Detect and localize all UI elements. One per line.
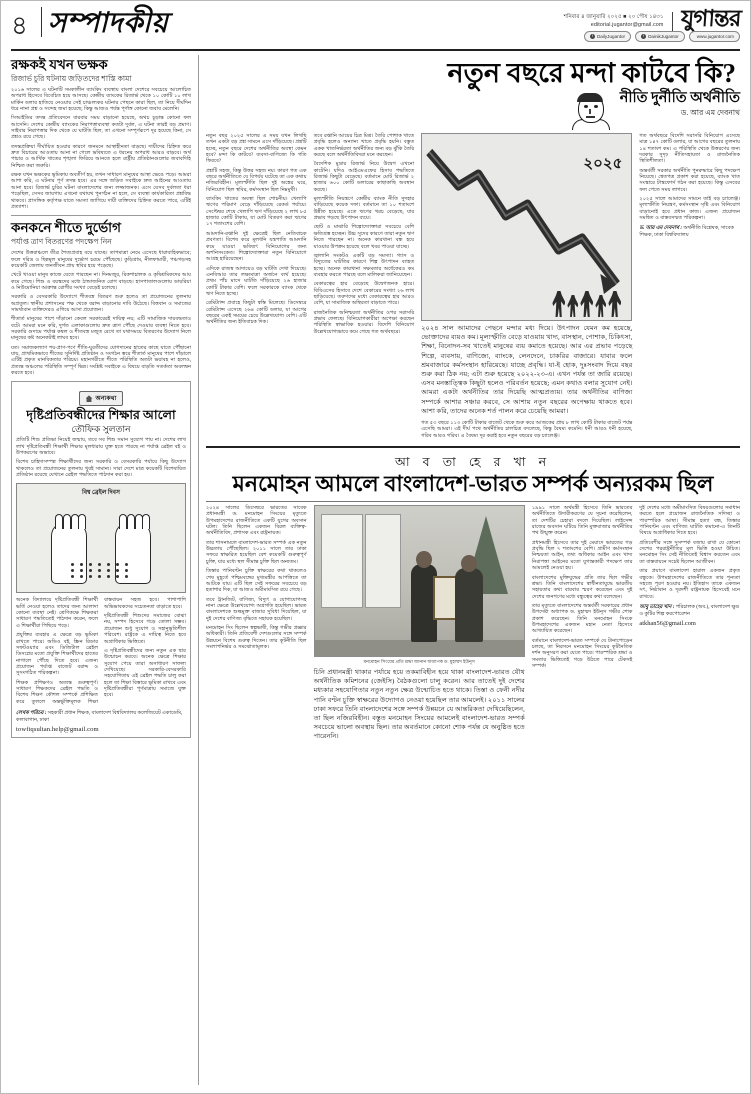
editorial-1-subtitle: রিজার্ভ চুরি ঘটনায় জড়িতদের শাস্তি কামা	[11, 74, 132, 83]
feature-title: দৃষ্টিপ্রতিবন্ধীদের শিক্ষার আলো	[26, 408, 176, 423]
paragraph: ছোট ও মাঝারি শিল্পোদ্যোক্তারা সবচেয়ে বেশি ক্ষতিগ্রস্ত হচ্ছেন। উচ্চ সুদের কারণে তারা নতুন ঋণ নিতে পারছেন না। অনেক কারখানা বন্ধ হয়ে যাওয়ার উপক্রম হয়েছে বলে খবর পাওয়া যাচ্ছে।	[313, 224, 415, 250]
feature-article	[11, 381, 191, 738]
paragraph: প্রযুক্তির ব্যবহার এ ক্ষেত্রে বড় ভূমিকা রাখতে পারে। অডিও বই, স্ক্রিন রিডার সফটওয়্যার এবং ডিজিটাল ব্রেইল ডিসপ্লের মতো প্রযুক্তি শিক্ষার্থীদের হাতের নাগালে পৌঁছে দিতে হবে। এজন্য প্রয়োজন পর্যাপ্ত বাজেট বরাদ্দ ও সুসংগঠিত পরিকল্পনা।	[16, 632, 98, 677]
paragraph: তদন্তপ্রক্রিয়া দীর্ঘায়িত হওয়ার কারণে জনমনে আস্থাহীনতা বাড়ছে। দায়ীদের চিহ্নিত করে দ্রুত বিচারের আওতায় আনা না গেলে ভবিষ্যতে এ ধরনের অপরাধ আরও বাড়বে। অর্থ পাচার ও আর্থিক খাতের শৃঙ্খলা ফিরিয়ে আনতে হলে রাষ্ট্রীয় প্রতিষ্ঠানগুলোর জবাবদিহি নিশ্চিত করা জরুরি।	[11, 143, 191, 169]
photo-caption: মনমোহন সিংয়ের প্রতি শ্রদ্ধা জানান অধ্যাপক ড. মুহাম্মদ ইউনূস	[363, 659, 475, 665]
second-text-col-1	[206, 505, 307, 742]
editorial-2-body	[11, 250, 191, 376]
paragraph: গত ৫৩ বছরে ১১৩ কোটি টাকার বাজেট থেকে শুরু করে আজকের প্রায় ৮ লাখ কোটি টাকার বাজেট পর্যন্ত এসেছি আমরা। এই দীর্ঘ পথে অর্থনীতির চালচিত্র বদলেছে, কিন্তু বৈষম্য কমেনি। ধনী আরও ধনী হয়েছে, গরিব আরও গরিব। এ বৈষম্য দূর করাই হবে নতুন বছরের বড় চ্যালেঞ্জ।	[421, 420, 633, 439]
main-column	[199, 55, 740, 1085]
paragraph: তিস্তার পানিবণ্টন চুক্তি স্বাক্ষরের কথা থাকলেও শেষ মুহূর্তে পশ্চিমবঙ্গের মুখ্যমন্ত্রীর আপত্তিতে তা আটকে যায়। এটি ছিল সেই সফরের সবচেয়ে বড় হতাশার দিক, যা আজও অমীমাংসিত রয়ে গেছে।	[206, 568, 307, 594]
paragraph: শীতার্ত মানুষের পাশে দাঁড়ানো কেবল সরকারেরই দায়িত্ব নয়; এটি সামাজিক দায়বদ্ধতাও বটে। আমরা মনে করি, দুর্গত এলাকাগুলোয় দ্রুত ত্রাণ পৌঁছে দেওয়ার ব্যবস্থা নিতে হবে। সরকারি গুদামে পর্যাপ্ত কম্বল ও শীতবস্ত্র মজুত রেখে তা যথাসময়ে বিতরণের উদ্যোগ নিলে মানুষের কষ্ট অনেকটাই লাঘব হবে।	[11, 316, 191, 342]
social-label: DailyJugantor	[596, 34, 626, 39]
paragraph: প্রতিটি শিশু প্রতিভা নিয়েই জন্মায়, তবে সব শিশু সমান সুযোগ পায় না। দেশের লাখ লাখ দৃষ্টিপ্রতিবন্ধী শিক্ষার্থী শিক্ষার মূলধারায় যুক্ত হতে পারছে না পর্যাপ্ত ব্রেইল বই ও উপকরণের অভাবে।	[16, 437, 186, 457]
paragraph: অনেক বিদ্যালয়ে দৃষ্টিপ্রতিবন্ধী শিক্ষার্থী ভর্তি নেওয়া হলেও তাদের জন্য আলাদা কোনো ব্যবস্থা নেই। শ্রেণিকক্ষে শিক্ষকরা সাধারণ পদ্ধতিতেই পাঠদান করেন, ফলে এ শিক্ষার্থীরা পিছিয়ে পড়ে।	[16, 597, 98, 629]
paragraph: ২০২৪ সালের ডিসেম্বরে ভারতের সাবেক প্রধানমন্ত্রী ড. মনমোহন সিংয়ের মৃত্যুতে উপমহাদেশের রাজনীতিতে একটি যুগের অবসান ঘটল। তিনি ছিলেন একজন বিরল ব্যক্তিত্ব-অর্থনীতিবিদ, প্রশাসক এবং রাষ্ট্রনায়ক।	[206, 505, 307, 537]
dateline: শনিবার ৪ জানুয়ারি ২০২৫ ■ ২০ পৌষ ১৪৩১	[563, 14, 664, 20]
paragraph: বেকারত্বের হার বেড়েছে উদ্বেগজনক হারে। বিবিএসের হিসাবে দেশে বেকারের সংখ্যা ২৬ লাখ ছাড়িয়েছে। তরুণদের মধ্যে বেকারত্বের হার আরও বেশি, যা সামাজিক অস্থিরতা বাড়াতে পারে।	[313, 281, 415, 307]
editorial-block-2	[11, 220, 191, 376]
paragraph: ব্যাংকিং খাতের অবস্থা ছিল শোচনীয়। খেলাপি ঋণের পরিমাণ বেড়ে দাঁড়িয়েছে রেকর্ড পর্যায়ে। সেপ্টেম্বর শেষে খেলাপি ঋণ দাঁড়িয়েছে ২ লাখ ৮৫ হাজার কোটি টাকায়, যা মোট বিতরণ করা ঋণের ১৭ শতাংশের বেশি।	[206, 196, 307, 228]
feature-contact	[16, 710, 186, 733]
book-icon	[86, 395, 93, 402]
badge-label: অন্যকথা	[95, 395, 117, 403]
author-foot-text: অর্থনীতি বিশ্লেষক, সাবেক শিক্ষক, ঢাকা বিশ্ববিদ্যালয়	[639, 225, 734, 239]
paragraph: শিক্ষক প্রশিক্ষণও অত্যন্ত গুরুত্বপূর্ণ। সাধারণ শিক্ষকদের ব্রেইল পদ্ধতি ও বিশেষ শিক্ষণ কৌশল সম্পর্কে প্রশিক্ষিত করে তুললে অন্তর্ভুক্তিমূলক শিক্ষা বাস্তবায়ন সহজ হবে। পাশাপাশি অভিভাবকদের সচেতনতা বাড়াতে হবে।	[16, 597, 186, 705]
author-portrait-icon	[568, 90, 612, 130]
onnokotha-badge	[79, 391, 124, 406]
paragraph: দৃষ্টিপ্রতিবন্ধী শিশুদের সমাজের বোঝা নয়, সম্পদ হিসেবে গড়ে তোলা সম্ভব। প্রয়োজন শুধু সুযোগ ও সহানুভূতিশীল পরিবেশ। রাষ্ট্রকে এ দায়িত্ব নিতে হবে অগ্রাধিকার ভিত্তিতে।	[104, 613, 186, 645]
main-kicker-text	[620, 90, 740, 118]
facebook-icon: f	[643, 34, 645, 38]
paragraph: নতুন বছর ২০২৫ সালের এ সময় যখন লিখছি তখন একটা বড় প্রশ্ন সামনে এসে দাঁড়িয়েছে। প্রশ্নটি হচ্ছে, নতুন বছরে দেশের অর্থনীতির অবস্থা কেমন হবে? মন্দা কি কাটবে? ব্যবসা-বাণিজ্যে কি গতি ফিরবে?	[206, 133, 307, 165]
editorial-1-title: রক্ষকই যখন ভক্ষক	[11, 57, 108, 72]
paragraph: এদিকে রাজস্ব আদায়েও বড় ঘাটতি দেখা দিয়েছে। এনবিআর তার লক্ষ্যমাত্রা অর্জনে ব্যর্থ হয়েছে। প্রথম পাঁচ মাসে ঘাটতি দাঁড়িয়েছে ২৬ হাজার কোটি টাকার বেশি। ফলে সরকারকে ব্যাংক থেকে ঋণ নিতে হচ্ছে।	[206, 265, 307, 297]
braille-illustration	[16, 483, 186, 593]
paragraph: বিশেষ চাহিদাসম্পন্ন শিক্ষার্থীদের জন্য সরকারি ও বেসরকারি পর্যায়ে কিছু উদ্যোগ থাকলেও তা প্রয়োজনের তুলনায় খুবই সামান্য। সারা দেশে মাত্র কয়েকটি বিশেষায়িত প্রতিষ্ঠান রয়েছে যেখানে ব্রেইল পদ্ধতিতে পাঠদান করা হয়।	[16, 459, 186, 479]
second-pullquote: চিনি প্রধানমন্ত্রী থাকার পর্যায়ে হয়ে তকমাবিহীন হয়ে থাকা বাংলাদেশ-ভারত যৌথ অর্থনীতিক কমিশনের (জেইসি) বৈঠকগুলো চালু করেন। আর তাতেই দুই দেশের মধ্যকার সহযোগিতার নতুন নতুন ক্ষেত্র উন্মোচিত হতে থাকে। তিস্তা ও ফেনী নদীর পানি বণ্টন চুক্তি স্বাক্ষরের উদ্যোগও নেওয়া হয়েছিল তার আমলেই। ২০১১ সালের ঢাকা সফরে তিনি বাংলাদেশের সঙ্গে সম্পর্ক উন্নয়নে যে আন্তরিকতা দেখিয়েছিলেন, তা ছিল নজিরবিহীন। বস্তুত মনমোহন সিংয়ের আমলেই বাংলাদেশ-ভারত সম্পর্ক সবচেয়ে ভালো অবস্থায় ছিল। তার অবর্তমানে কোনো শোক পর্যন্ত যে অনুষ্ঠিত হতে পারেননি।	[313, 669, 525, 741]
paragraph: রেমিট্যান্স প্রবাহে কিছুটা স্বস্তি মিলেছে। ডিসেম্বরে রেমিট্যান্স এসেছে ২৬৪ কোটি ডলার, যা আগের বছরের একই সময়ের চেয়ে উল্লেখযোগ্য বেশি। এটি অর্থনীতির জন্য ইতিবাচক দিক।	[206, 300, 307, 326]
second-article-grid	[206, 505, 740, 742]
second-article-author: আ ব তা হে র খা ন	[394, 455, 552, 470]
chart-year-label: ২০২৫	[583, 156, 623, 172]
second-article-email[interactable]: atkhan56@gmail.com	[639, 619, 696, 627]
braille-dots-icon	[71, 563, 131, 578]
social-link-dainikjugantor[interactable]	[635, 31, 685, 42]
paragraph: রাজনৈতিক অনিশ্চয়তা অর্থনীতির ওপর সরাসরি প্রভাব ফেলছে। বিনিয়োগকারীরা অপেক্ষা করছেন পরিস্থিতি স্বাভাবিক হওয়ার। বিদেশি বিনিয়োগ উল্লেখযোগ্যভাবে কমে গেছে গত অর্থবছরে।	[313, 309, 415, 335]
paragraph: প্রধানমন্ত্রী হিসেবে তার দুই মেয়াদে ভারতের গড় প্রবৃদ্ধি ছিল ৭ শতাংশের বেশি। গ্রামীণ কর্মসংস্থান নিশ্চয়তা আইন, তথ্য অধিকার আইন এবং খাদ্য নিরাপত্তা আইনের মতো যুগান্তকারী পদক্ষেপ তার আমলেই নেওয়া হয়।	[531, 539, 633, 572]
paragraph: তবে ট্রানজিট, বাণিজ্য, বিদ্যুৎ ও যোগাযোগসহ নানা ক্ষেত্রে উল্লেখযোগ্য অগ্রগতি হয়েছিল। ভারত বাংলাদেশকে শুল্কমুক্ত বাজার সুবিধা দিয়েছিল, যা দুই দেশের বাণিজ্য বৃদ্ধিতে সহায়ক হয়েছিল।	[206, 596, 307, 622]
feature-body-rest	[16, 597, 186, 705]
paragraph: প্রশ্নটি সহজ, কিন্তু উত্তর সহজ নয়। কারণ গত এক বছরে অর্থনীতিতে যে বিপর্যয় ঘটেছে তা এক কথায় নজিরবিহীন। মূল্যস্ফীতি ছিল দুই অঙ্কের ঘরে, বিনিয়োগ ছিল স্থবির, কর্মসংস্থান ছিল নিম্নমুখী।	[206, 167, 307, 193]
paragraph: ২০১৬ সালের এ ঘটনাটি সমকালীন ব্যাংকিং ব্যবস্থায় বাংলা দেশেরে সবচেয়ে আলোচিত অপরাধ হিসেবে বিবেচিত হয়ে আসছে। কেন্দ্রীয় ব্যাংকের রিজার্ভ থেকে ১০ কোটি ১০ লাখ মার্কিন ডলার হাতিয়ে নেওয়ার সেই চাঞ্চল্যকর ঘটনার পেছনে কারা ছিল, তা নিয়ে দীর্ঘদিন ধরে নানা প্রশ্ন ও সন্দেহ জমা হয়েছে; কিন্তু আজও পর্যন্ত পূর্ণাঙ্গ কোনো জবাব মেলেনি।	[11, 87, 191, 113]
condolence-photo-icon	[314, 505, 525, 657]
paragraph: দেশের উত্তরাঞ্চলে তীব্র শৈত্যপ্রবাহ বয়ে যাচ্ছে। তাপমাত্রা নেমে এসেছে ধারাবাহিকভাবে; ফলে দরিদ্র ও ছিন্নমূল মানুষের দুর্ভোগ চরমে পৌঁছেছে। কুড়িগ্রাম, নীলফামারী, পঞ্চগড়সহ কয়েকটি জেলায় জনজীবন প্রায় স্থবির হয়ে পড়েছে।	[11, 250, 191, 269]
brand-logo: যুগান্তর	[679, 6, 741, 31]
paragraph: ১৯৯১ সালে অর্থমন্ত্রী হিসেবে তিনি ভারতের অর্থনীতিতে উদারীকরণের যে সূচনা করেছিলেন, তা দেশটির চেহারা বদলে দিয়েছিল। লাইসেন্স রাজের অবসান ঘটিয়ে তিনি মুক্তবাজার অর্থনীতির পথ উন্মুক্ত করেন।	[531, 505, 633, 537]
main-pullquote: ২০২৪ সাল আমাদের পেছনে মন্দার মধ্য দিয়ে। উৎপাদন যেমন কম হয়েছে, ভোক্তাদের ব্যয়ও কম। মূল্যস্ফীতি বেড়ে যাওয়ায় খাদ্য, বাসস্থান, পোশাক, চিকিৎসা, শিক্ষা, বিনোদন-সব খাতেই মানুষের ব্যয় কমাতে হয়েছে। আর এর প্রভাব পড়েছে শিল্পে, ব্যবসায়, বাণিজ্যে, ব্যাংকে, লেনদেনে, চাকরির বাজারে। যাবার ফলে শ্রমবাজারে কর্মসংস্থান হারিয়েছে। যাচ্ছে প্রবৃদ্ধি। যা-ই হোক, দুঃসংবাদ দিয়ে বছর শুরু করা ঠিক নয়; এটা শুরু হয়েছে ২০২২-২৩-এ। এখন পর্যন্ত তা জারি রয়েছে। এসব মনস্তাত্ত্বিক কিছুটা হলেও পরিবর্তন হয়েছে; এমন কথাও বলার সুযোগ নেই। আমরা একটা অর্থনীতির তার দিয়েছি আত্মপ্রত্যয়। তার অর্থনীতির বাণিজ্য সম্পর্কে আশার সঞ্চার করবে, সে আশায় নতুন বছরের অপেক্ষায় থাকতে হবে। আশা করি, তাদের অনেক শর্ত পালন করে চেয়েছি আমরা।	[421, 325, 633, 415]
paragraph: তার প্রয়াণে বাংলাদেশ হারাল একজন প্রকৃত বন্ধুকে। উপমহাদেশের রাজনীতিতে তার শূন্যতা সহজে পূরণ হওয়ার নয়। ইতিহাস তাকে একজন সৎ, নিষ্ঠাবান ও দূরদর্শী রাষ্ট্রনায়ক হিসেবেই মনে রাখবে।	[639, 568, 741, 600]
illustration-caption: বিশ্ব ব্রেইল দিবস	[82, 490, 120, 497]
main-author: ড. আর এম দেবনাথ	[680, 108, 740, 117]
editorial-block-1	[11, 57, 191, 210]
editorial-column	[11, 55, 199, 1085]
main-top-grid	[206, 133, 740, 442]
page-content	[11, 55, 740, 1085]
contact-lead: লেখক পরিচয় :	[16, 709, 47, 716]
second-article-headline: মনমোহন আমলে বাংলাদেশ-ভারত সম্পর্ক অন্যরকম ছিল	[232, 471, 714, 497]
masthead-left	[11, 7, 168, 39]
paragraph: প্রতিবেশীর সঙ্গে সুসম্পর্ক বজায় রাখা যে কোনো দেশের পররাষ্ট্রনীতির মূল ভিত্তি হওয়া উচিত। মনমোহন সিং সেই নীতিতেই বিশ্বাস করতেন এবং তা বাস্তবায়নে সচেষ্ট ছিলেন আজীবন।	[639, 539, 741, 565]
second-photo-col	[314, 505, 525, 742]
feature-author: তৌফিক সুলতান	[71, 424, 131, 435]
editorial-email[interactable]: editorial.jugantor@gmail.com	[590, 22, 664, 28]
social-link-website[interactable]	[689, 31, 740, 42]
feature-email[interactable]: towfiqsultan.help@gmail.com	[16, 725, 99, 733]
main-illustration-col	[421, 133, 632, 442]
section-divider	[206, 446, 740, 448]
paragraph: সরকারি ও বেসরকারি উদ্যোগে শীতবস্ত্র বিতরণ শুরু হলেও তা প্রয়োজনের তুলনায় অপ্রতুল। স্থানীয় প্রশাসনের পক্ষ থেকে বরাদ্দ বাড়ানোর দাবি উঠেছে। বিত্তবান ও সমাজের সামর্থ্যবান ব্যক্তিদেরও এগিয়ে আসা প্রয়োজন।	[11, 294, 191, 313]
second-text-col-3	[639, 505, 740, 742]
paragraph: গত অর্থবছরে বিদেশি সরাসরি বিনিয়োগ এসেছে মাত্র ১৪৭ কোটি ডলার, যা আগের বছরের তুলনায় ১৪ শতাংশ কম। এ পরিস্থিতি থেকে উত্তরণের জন্য দরকার সুদৃঢ় নীতিসহায়তা ও রাজনৈতিক স্থিতিশীলতা।	[639, 133, 741, 165]
page-number: ৪	[11, 11, 28, 40]
masthead-divider	[41, 7, 42, 37]
paragraph: তার মৃত্যুতে বাংলাদেশের অন্তর্বর্তী সরকারের প্রধান উপদেষ্টা অধ্যাপক ড. মুহাম্মদ ইউনূস গভীর শোক প্রকাশ করেছেন। তিনি মনমোহন সিংকে উপমহাদেশের একজন মহান নেতা হিসেবে আখ্যায়িত করেছেন।	[531, 602, 633, 635]
divider	[11, 215, 191, 216]
paragraph: অন্তর্বর্তী সরকার অর্থনীতি পুনরুদ্ধারে কিছু পদক্ষেপ নিয়েছে। শ্বেতপত্র প্রকাশ করা হয়েছে, ব্যাংক খাত সংস্কারে টাস্কফোর্স গঠন করা হয়েছে। কিন্তু এসবের ফল পেতে সময় লাগবে।	[639, 167, 741, 193]
paragraph: তবে রপ্তানি আয়ের চিত্র মিশ্র। তৈরি পোশাক খাতে প্রবৃদ্ধি হলেও অন্যান্য খাতে প্রবৃদ্ধি হয়নি। বস্তুত একক খাতনির্ভরতা অর্থনীতির জন্য বড় ঝুঁকি তৈরি করছে বলে অর্থনীতিবিদরা মনে করছেন।	[313, 133, 415, 159]
contact-text: সহকারী প্রধান শিক্ষক, বাংলাদেশ বিশ্ববিদ্যালয় কলেজিয়েট একাডেমি, কলাবাগান, ঢাকা	[16, 709, 183, 723]
masthead-rule	[11, 49, 740, 51]
paragraph: মূল্যস্ফীতি নিয়ন্ত্রণে কেন্দ্রীয় ব্যাংক নীতি সুদহার বাড়িয়েছে কয়েক দফা। বর্তমানে তা ১০ শতাংশে উন্নীত হয়েছে। এতে ঋণের খরচ বেড়েছে, যার প্রভাব পড়ছে উৎপাদন ব্যয়ে।	[313, 196, 415, 222]
second-article	[206, 451, 740, 742]
author-foot-lead: ড. আর এম দেবনাথ :	[639, 225, 683, 232]
second-article-rule	[206, 501, 740, 502]
author-foot-lead: আবু তাহের খান :	[639, 603, 675, 610]
paragraph: বৈদেশিক মুদ্রার রিজার্ভ নিয়ে উদ্বেগ এখনো কাটেনি। যদিও আইএমএফের হিসাব পদ্ধতিতে রিজার্ভ কিছুটা বেড়েছে। বর্তমানে মোট রিজার্ভ ২ হাজার ৬০০ কোটি ডলারের কাছাকাছি অবস্থান করছে।	[313, 161, 415, 193]
author-foot-text: পরিচালক (অব.), বাংলাদেশ ক্ষুদ্র ও কুটির শিল্প করপোরেশন	[639, 603, 740, 617]
declining-arrow-chart-icon	[421, 133, 632, 321]
social-link-dailyjugantor[interactable]	[584, 31, 631, 42]
main-text-col-1	[206, 133, 307, 442]
masthead-meta	[564, 7, 664, 29]
column-name: নীতি দুর্নীতি অর্থনীতি	[619, 90, 740, 106]
feature-body-top	[16, 437, 186, 478]
paragraph: জ্বালানি সংকটও একটি বড় সমস্যা। গ্যাস ও বিদ্যুতের ঘাটতির কারণে শিল্প উৎপাদন ব্যাহত হচ্ছে। অনেক কারখানা সক্ষমতার অর্ধেকেরও কম ব্যবহার করতে পারছে বলে মালিকরা জানিয়েছেন।	[313, 252, 415, 278]
crowd-icon	[552, 291, 621, 317]
paragraph: রক্ষক যখন ভক্ষকের ভূমিকায় অবতীর্ণ হয়, তখন সাধারণ মানুষের আস্থা ভেঙে পড়ে। আমরা আশা করি, এ ঘটনার পূর্ণ তদন্ত হবে। এর সঙ্গে জড়িত সবাইকে দ্রুত আইনের আওতায় আনা হবে। রিজার্ভ চুরির ঘটনা বাংলাদেশের জন্য লজ্জাজনক। এসে যেসব দুর্বলতা ধরা পড়েছিল, সেসব জায়গায় এখনো যথাযথ পুনর্গঠন না হলে, সে ব্যবস্থা কার্যকারিতা প্রশ্নবিদ্ধ থাকবে। প্রাসঙ্গিক কর্তৃপক্ষ যাতে সমস্যা জাগিয়ে দায়ী ব্যক্তিদের চিহ্নিত করতে পারে, এটিই প্রত্যাশা।	[11, 172, 191, 210]
second-author-footer	[639, 604, 740, 627]
social-label: DainikJugantor	[648, 34, 679, 39]
paragraph: সিআইডির তদন্ত প্রতিবেদনে বারবার সময় বাড়ানো হয়েছে, অথচ চূড়ান্ত কোনো ফল আসেনি। দেশের কেন্দ্রীয় ব্যাংকের নিরাপত্তাব্যবস্থা কতটা দুর্বল, এ ঘটনা তারই বড় প্রমাণ। সাইবার নিরাপত্তার দিক থেকে যে ঘাটতি ছিল, তা এখনো সম্পূর্ণরূপে দূর হয়েছে কিনা, সে প্রশ্নও রয়ে গেছে।	[11, 115, 191, 141]
facebook-icon: f	[591, 34, 593, 38]
paragraph: বর্তমানে বাংলাদেশ-ভারত সম্পর্কে যে টানাপোড়েন চলছে, তা নিরসনে মনমোহন সিংয়ের কূটনৈতিক দর্শন অনুসরণ করা যেতে পারে। পারস্পরিক শ্রদ্ধা ও সমতার ভিত্তিতেই গড়ে উঠতে পারে টেকসই সম্পর্ক।	[531, 637, 633, 669]
editorial-2-title: কনকনে শীতে দুর্ভোগ	[11, 220, 121, 236]
second-text-col-2	[532, 505, 633, 742]
paragraph: দুই দেশের মধ্যে অমীমাংসিত বিষয়গুলোর সমাধান করতে হলে প্রয়োজন রাজনৈতিক সদিচ্ছা ও পারস্পরিক আস্থা। সীমান্ত হত্যা বন্ধ, তিস্তার পানিবণ্টন এবং বাণিজ্য ঘাটতি কমানো-এ তিনটি বিষয়ে অগ্রাধিকার দিতে হবে।	[639, 505, 741, 537]
main-kicker-row	[206, 90, 740, 130]
paragraph: এ দৃষ্টিপ্রতিবন্ধীদের জন্য নতুন এক দ্বার উন্মোচন করবে। অনেক ক্ষেত্রে শিক্ষার সুযোগ পেয়ে তারা অসাধারণ সাফল্য দেখিয়েছে। সরকারি-বেসরকারি সহযোগিতায় এই ব্রেইল পদ্ধতি চালু করা হলে তা শিক্ষা বিস্তারে ভূমিকা রাখবে এবং দৃষ্টিপ্রতিবন্ধীরা পূর্ণমাত্রায় সমাজে যুক্ত হবে।	[104, 647, 186, 699]
paragraph: তার শাসনামলে বাংলাদেশ-ভারত সম্পর্ক এক নতুন উচ্চতায় পৌঁছেছিল। ২০১১ সালে তার ঢাকা সফরে স্বাক্ষরিত হয়েছিল বেশ কয়েকটি গুরুত্বপূর্ণ চুক্তি, যার মধ্যে স্থল সীমান্ত চুক্তি ছিল অন্যতম।	[206, 539, 307, 565]
social-links	[584, 31, 740, 42]
paragraph: আমদানি-রপ্তানি দুই ক্ষেত্রেই ছিল নেতিবাচক প্রবণতা। বিশেষ করে মূলধনি যন্ত্রপাতি আমদানি কমে যাওয়া ভবিষ্যৎ বিনিয়োগের জন্য অশনিসংকেত। শিল্পোদ্যোক্তারা নতুন বিনিয়োগে আগ্রহ হারিয়েছেন।	[206, 230, 307, 263]
main-author-footer	[639, 225, 740, 239]
paragraph: খেটে খাওয়া মানুষ কাজে যেতে পারছেন না। দিনমজুর, রিকশাচালক ও কৃষিশ্রমিকদের আয় কমে গেছে। শিশু ও বয়স্কদের মধ্যে ঠান্ডাজনিত রোগ বাড়ছে। হাসপাতালগুলোয় ডায়রিয়া ও নিউমোনিয়া আক্রান্ত রোগীর সংখ্যা বেড়েই চলেছে।	[11, 272, 191, 291]
editorial-1-body	[11, 87, 191, 210]
masthead	[11, 7, 740, 47]
editorial-2-subtitle: পর্যাপ্ত ত্রাণ বিতরণের পদক্ষেপ নিন	[11, 237, 112, 247]
section-title: সম্পাদকীয়	[47, 8, 169, 39]
main-text-col-3	[639, 133, 740, 442]
social-label: www.jugantor.com	[696, 34, 734, 39]
paragraph: ২০২৫ সালে আমাদের সামনে তাই বড় চ্যালেঞ্জ। মূল্যস্ফীতি নিয়ন্ত্রণ, কর্মসংস্থান সৃষ্টি এবং বিনিয়োগ বাড়ানোই হবে প্রধান কাজ। এজন্য প্রয়োজন সমন্বিত ও বাস্তবসম্মত পরিকল্পনা।	[639, 196, 741, 222]
main-text-col-2	[314, 133, 415, 442]
feature-badge-wrap	[16, 391, 186, 406]
paragraph: যত। সমাজকল্যাণ শয়-প্রাণ-পণে শীতি-ঘুরতীদের যোগদানের হাতের কাছে যাতে পৌঁছানো যায়, প্রাথমিকভাবে শীতের সুনির্দিষ্ট প্রতিষ্ঠান ও সংগঠন স্তরে শীতার্ত মানুষের পাশে দাঁড়ালে এটিই প্রকৃত মানবিকতার পরিচয়। মহানগরীতে শীতে পরিস্থিতি অতটা ভয়াবহ না হলেও, প্রত্যন্ত অঞ্চলের পরিস্থিতি সম্পূর্ণ ভিন্ন। সংশ্লিষ্ট সবাইকে এ বিষয়ে বাড়তি সতর্কতা অবলম্বন করতে হবে।	[11, 344, 191, 377]
main-headline: নতুন বছরে মন্দা কাটবে কি?	[447, 58, 736, 88]
paragraph: মনমোহন সিং ছিলেন স্বল্পভাষী, কিন্তু গভীর প্রজ্ঞার অধিকারী। তিনি প্রতিবেশী দেশগুলোর সঙ্গে সম্পর্ক উন্নয়নে বিশেষ গুরুত্ব দিতেন। তার কূটনীতি ছিল সংলাপনির্ভর ও সমঝোতামূলক।	[206, 624, 307, 650]
paragraph: বাংলাদেশের মুক্তিযুদ্ধের প্রতি তার ছিল গভীর শ্রদ্ধা। তিনি বাংলাদেশের স্বাধীনতাযুদ্ধে ভারতীয় সহায়তার কথা বারবার স্মরণ করেছেন এবং দুই দেশের জনগণের মধ্যে বন্ধুত্বের কথা বলেছেন।	[531, 574, 633, 600]
